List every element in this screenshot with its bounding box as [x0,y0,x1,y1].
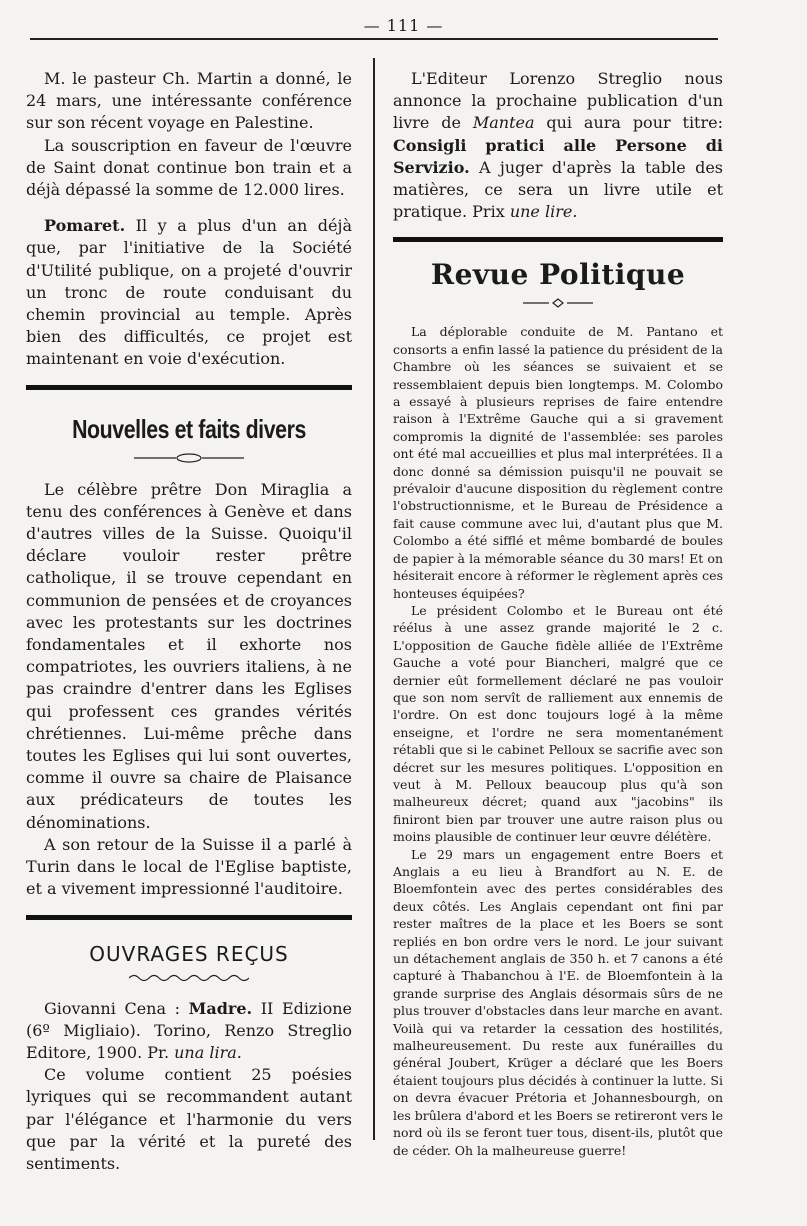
paragraph-pomaret [26,215,352,370]
heading-nouvelles: Nouvelles et faits divers [72,413,306,444]
paragraph-pantano: La déplorable conduite de M. Pantano et consorts a enfin lassé la patience du président de la Chambre où les séances se suivaient et se ressemblaient depuis bien longtemps. M. Colombo a essayé à plusieurs reprises de faire entendre raison à l'Extrême Gauche qui a si gravement compromis la dignité de l'assemblée: ses paroles ont été mal accueillies et plus mal interprétées. Il a donc donné sa démission puisqu'il ne pouvait se prévaloir d'aucune disposition du règlement contre l'obstructionnisme, et le Bureau de Présidence a fait cause commune avec lui, d'autant plus que M. Colombo a été sifflé et même bombardé de boules de papier à la mémorable séance du 30 mars! Et on hésiterait encore à réformer le règlement après ces honteuses équipées? [393,324,723,601]
streglio-e: A juger d'après la table des matières, ce sera un livre utile et pratique. Prix [393,157,723,222]
streglio-title: Consigli pratici alle Persone di Servizio. [393,135,723,177]
paragraph-miraglia: Le célèbre prêtre Don Miraglia a tenu des conférences à Genève et dans d'autres villes de la Suisse. Quoiqu'il déclare vouloir rester prêtre catholique, il se trouve cependant en communion de pensées et de croyances avec les protestants sur les doctrines fondamentales et il exhorte nos compatriotes, les ouvriers italiens, à ne pas craindre d'entrer dans les Eglises qui professent ces grandes vérités chrétiennes. Lui-même prêche dans toutes les Eglises qui lui sont ouvertes, comme il ouvre sa chaire de Plaisance aux prédicateurs de toutes les dénominations. [26,479,352,832]
pomaret-text: Il y a plus d'un an déjà que, par l'initiative de la Société d'Utilité publique, on a projeté d'ouvrir un tronc de route conduisant du chemin provincial au temple. Après bien des difficultés, ce projet est maintenant en voie d'exécution. [26,216,352,369]
ornament-divider [134,451,244,465]
streglio-a: L'Editeur Lorenzo Streglio nous annonce la prochaine publication d'un livre de [393,69,723,133]
page-number: — 111 — [363,16,444,35]
section-rule [26,385,352,390]
paragraph-volume: Ce volume contient 25 poésies lyriques qui se recommandent autant par l'élégance et l'harmonie du vers que par la vérité et la pureté des sentiments. [26,1065,352,1173]
heading-ouvrages: OUVRAGES REÇUS [89,941,289,966]
section-rule [26,915,352,920]
paragraph-boers: Le 29 mars un engagement entre Boers et Anglais a eu lieu à Brandfort au N. E. de Bloemfontein avec des pertes considérables des deux côtés. Les Anglais cependant ont fini par rester maîtres de la place et les Boers se sont repliés en bon ordre vers le nord. Le jour suivant un détachement anglais de 350 h. et 7 canons a été capturé à Thabanchou à l'E. de Bloemfontein à la grande surprise des Anglais désormais sûrs de ne plus trouver d'obstacles dans leur marche en avant. Voilà qui va retarder la cessation des hostilités, malheureusement. Du reste aux funérailles du général Joubert, Krüger a déclaré que les Boers étaient toujours plus décidés à continuer la lutte. Si on devra évacuer Prétoria et Johannesbourgh, on les brûlera d'abord et les Boers se retireront vers le nord où ils se feront tuer tous, disent-ils, plutôt que de céder. Oh la malheureuse guerre! [393,846,723,1158]
wavy-ornament [129,972,249,984]
paragraph-streglio [393,68,723,223]
cena-author: Giovanni Cena : [44,998,189,1018]
right-column [393,68,723,1159]
streglio-c: qui aura pour titre: [534,113,723,133]
heading-revue: Revue Politique [430,258,686,292]
cena-title: Madre. [188,998,253,1018]
ornament-divider [523,297,593,309]
cena-details: II Edizione (6º Migliaio). Torino, Renzo Streglio Editore, 1900. Pr. [26,998,352,1062]
cena-price: una lira. [174,1042,242,1062]
paragraph-martin: M. le pasteur Ch. Martin a donné, le 24 mars, une intéressante conférence sur son récent voyage en Palestine. [26,69,352,133]
streglio-author: Mantea [472,113,535,133]
paragraph-cena [26,998,352,1065]
paragraph-colombo: Le président Colombo et le Bureau ont été réélus à une assez grande majorité le 2 c. L'opposition de Gauche fidèle alliée de l'Extrême Gauche a voté pour Biancheri, malgré que ce dernier eût formellement déclaré ne pas vouloir que son nom servît de ralliement aux ennemis de l'ordre. On est donc toujours logé à la même enseigne, et l'ordre ne sera momentanément rétabli que si le cabinet Pelloux se sacrifie avec son décret sur les mesures politiques. L'opposition en veut à M. Pelloux beaucoup plus qu'à son malheureux décret; quand aux "jacobins" ils finiront bien par trouver une autre raison plus ou moins plausible de continuer leur œuvre délétère. [393,602,723,845]
pomaret-lead: Pomaret. [44,216,126,236]
streglio-price: une lire. [509,202,578,222]
section-rule [393,237,723,242]
top-rule [30,38,718,40]
paragraph-turin: A son retour de la Suisse il a parlé à Turin dans le local de l'Eglise baptiste, et a vivement impressionné l'auditoire. [26,834,352,899]
left-column [26,68,352,1175]
column-divider [373,58,375,1140]
paragraph-souscription: La souscription en faveur de l'œuvre de Saint donat continue bon train et a déjà dépassé la somme de 12.000 lires. [26,135,352,200]
